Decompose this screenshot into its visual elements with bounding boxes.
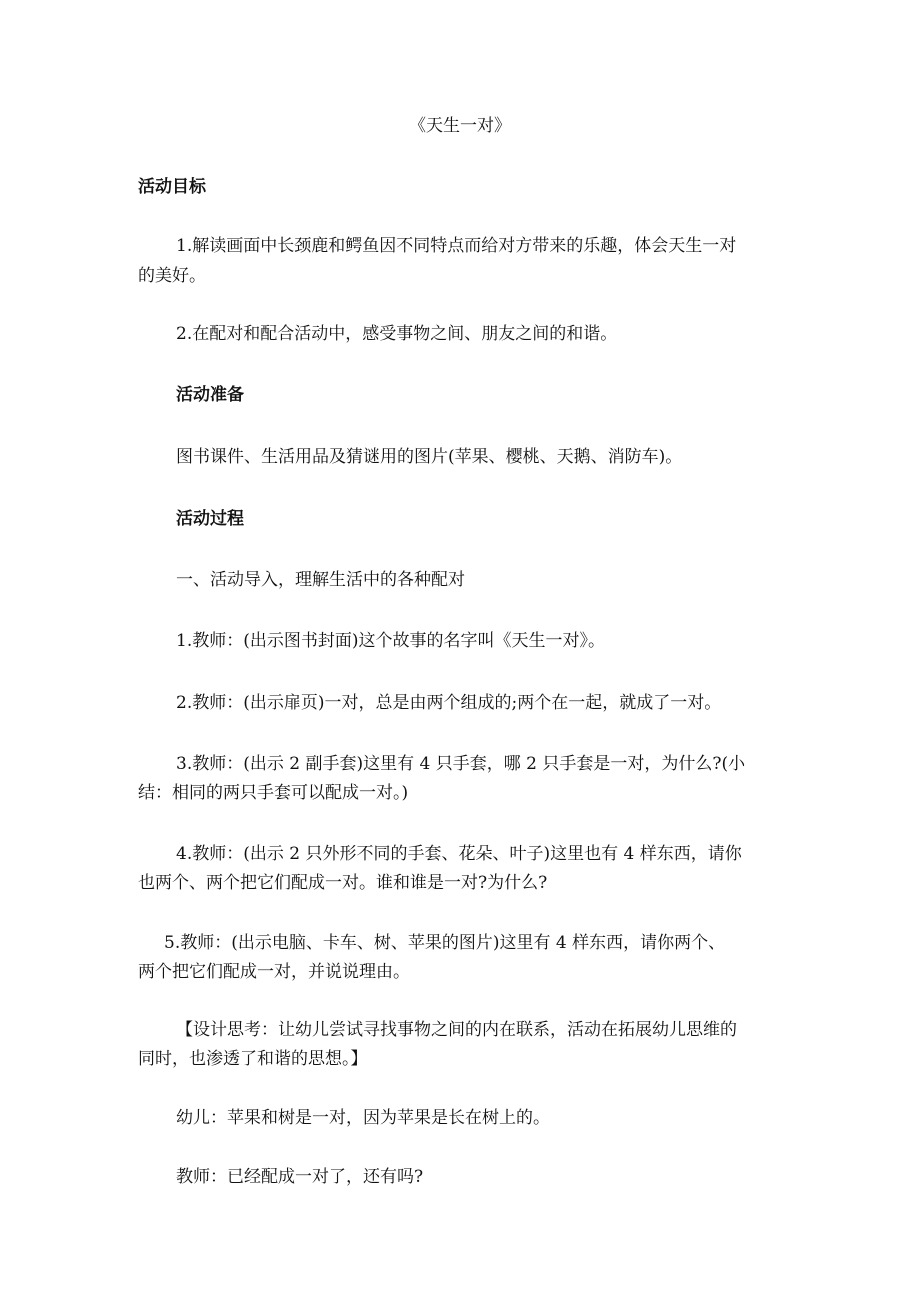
prep-text: 图书课件、生活用品及猜谜用的图片(苹果、樱桃、天鹅、消防车)。	[176, 447, 683, 467]
paragraph-4-line-2: 也两个、两个把它们配成一对。谁和谁是一对?为什么?	[138, 873, 548, 893]
paragraph-2: 2.教师：(出示扉页)一对，总是由两个组成的;两个在一起，就成了一对。	[176, 693, 722, 713]
paragraph-4-line-1: 4.教师：(出示 2 只外形不同的手套、花朵、叶子)这里也有 4 样东西，请你	[176, 844, 742, 864]
design-note-line-1: 【设计思考：让幼儿尝试寻找事物之间的内在联系，活动在拓展幼儿思维的	[176, 1020, 737, 1040]
goal-1-line-2: 的美好。	[138, 266, 206, 286]
design-note-line-2: 同时，也渗透了和谐的思想。】	[138, 1049, 368, 1069]
section-heading-goals: 活动目标	[138, 177, 206, 197]
paragraph-5-line-2: 两个把它们配成一对，并说说理由。	[138, 962, 410, 982]
goal-1-line-1: 1.解读画面中长颈鹿和鳄鱼因不同特点而给对方带来的乐趣，体会天生一对	[176, 236, 737, 256]
step-heading: 一、活动导入，理解生活中的各种配对	[176, 570, 465, 590]
section-heading-prep: 活动准备	[176, 385, 244, 405]
document-title: 《天生一对》	[409, 116, 511, 136]
child-reply: 幼儿：苹果和树是一对，因为苹果是长在树上的。	[176, 1108, 550, 1128]
teacher-reply: 教师：已经配成一对了，还有吗?	[176, 1167, 424, 1187]
paragraph-3-line-1: 3.教师：(出示 2 副手套)这里有 4 只手套，哪 2 只手套是一对，为什么?(小	[176, 754, 746, 774]
section-heading-process: 活动过程	[176, 509, 244, 529]
goal-2: 2.在配对和配合活动中，感受事物之间、朋友之间的和谐。	[176, 324, 618, 344]
paragraph-5-line-1: 5.教师：(出示电脑、卡车、树、苹果的图片)这里有 4 样东西，请你两个、	[164, 933, 726, 953]
paragraph-1: 1.教师：(出示图书封面)这个故事的名字叫《天生一对》。	[176, 631, 605, 651]
paragraph-3-line-2: 结：相同的两只手套可以配成一对。)	[138, 783, 409, 803]
